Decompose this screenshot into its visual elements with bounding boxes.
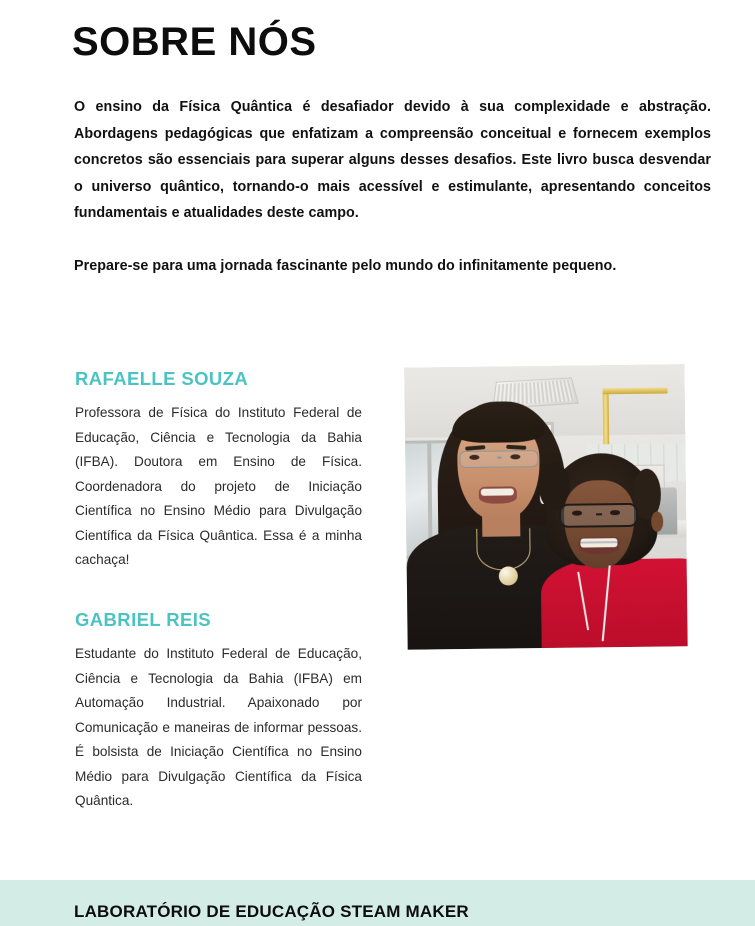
intro-paragraph-1: O ensino da Física Quântica é desafiador devido à sua complexidade e abstração. Abordagens pedagógicas que enfatizam a compreensão conceitual e fornecem exemplos concretos são essenciais para superar alguns desses desafios. Este livro busca desvendar o universo quântico, tornando-o mais acessível e estimulante, apresentando conceitos fundamentais e atualidades deste campo.	[74, 99, 711, 221]
intro-paragraph-2: Prepare-se para uma jornada fascinante pelo mundo do infinitamente pequeno.	[74, 257, 617, 274]
photo-person-left-eye-right	[510, 454, 520, 459]
intro-section	[74, 94, 711, 279]
page-title: SOBRE NÓS	[72, 20, 317, 64]
photo-person-left-pendant	[499, 566, 518, 585]
author-card-gabriel-reis	[75, 609, 362, 814]
photo-person-left-eye-left	[469, 455, 479, 460]
footer-band	[0, 880, 755, 926]
authors-section	[75, 368, 362, 814]
photo-person-right-glasses	[559, 503, 638, 527]
author-name-gabriel-reis: GABRIEL REIS	[75, 608, 212, 630]
photo-person-right-eye-right	[610, 511, 619, 516]
photo-person-left-smile	[479, 487, 517, 504]
author-bio-rafaelle-souza: Professora de Física do Instituto Federal de Educação, Ciência e Tecnologia da Bahia (IFBA). Doutora em Ensino de Física. Coordenadora do projeto de Iniciação Científica no Ensino Médio para Divulgação Científica da Física Quântica. Essa é a minha cachaça!	[75, 405, 362, 568]
authors-photo-image	[404, 364, 687, 649]
photo-person-right-shirt	[541, 558, 688, 650]
footer-title: LABORATÓRIO DE EDUCAÇÃO STEAM MAKER	[74, 902, 469, 921]
author-card-rafaelle-souza	[75, 368, 362, 573]
author-bio-gabriel-reis: Estudante do Instituto Federal de Educação, Ciência e Tecnologia da Bahia (IFBA) em Automação Industrial. Apaixonado por Comunicação e maneiras de informar pessoas. É bolsista de Iniciação Científica no Ensino Médio para Divulgação Científica da Física Quântica.	[75, 646, 362, 809]
author-name-rafaelle-souza: RAFAELLE SOUZA	[75, 368, 249, 389]
photo-person-left-teeth	[481, 488, 514, 496]
photo-yellow-pipe-horizontal	[603, 388, 667, 395]
authors-photo	[404, 364, 687, 649]
photo-person-right-eye-left	[572, 511, 581, 516]
photo-person-right-ear	[651, 511, 663, 532]
